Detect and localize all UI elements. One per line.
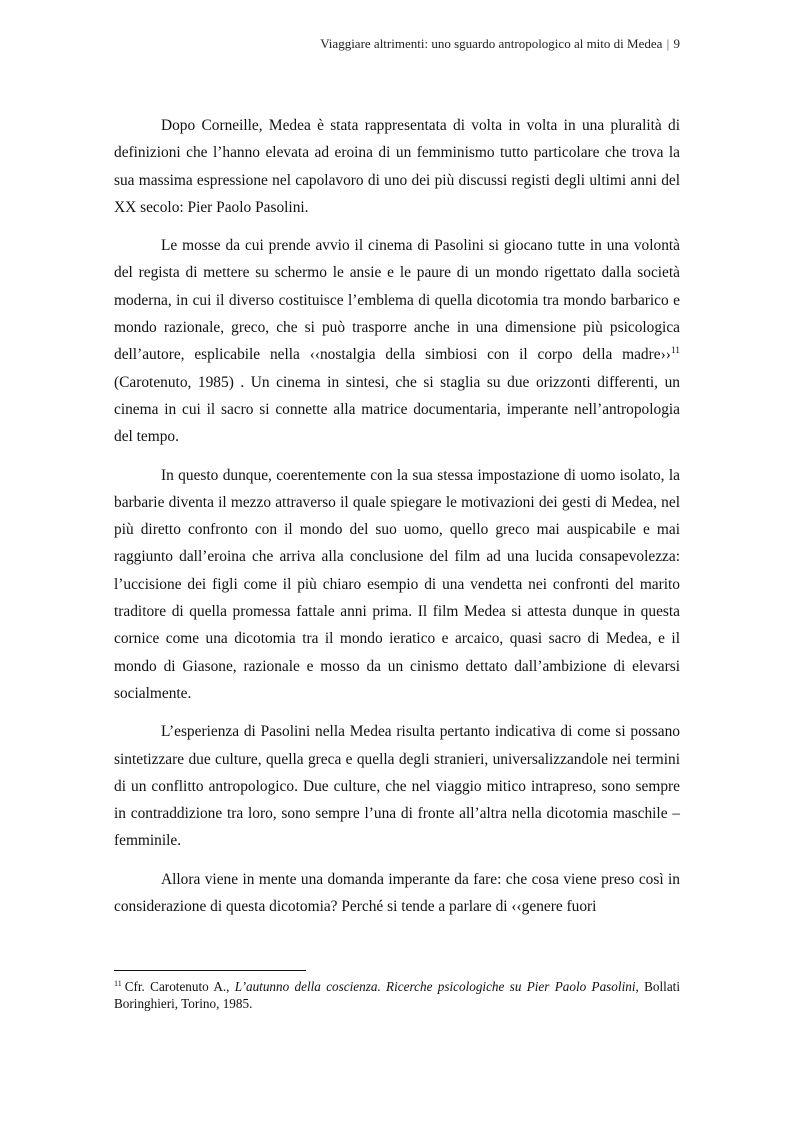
running-header-separator: | bbox=[666, 36, 670, 51]
paragraph-3: In questo dunque, coerentemente con la sua stessa impostazione di uomo isolato, la barbarie diventa il mezzo attraverso il quale spiegare le motivazioni dei gesti di Medea, nel più diretto confronto con il mondo del suo uomo, quello greco mai auspicabile e mai raggiunto dall’eroina che arriva alla conclusione del film ad una lucida consapevolezza: l’uccisione dei figli come il più chiaro esempio di una vendetta nei confronti del marito traditore di quella promessa fattale anni prima. Il film Medea si attesta dunque in questa cornice come una dicotomia tra il mondo ieratico e arcaico, quasi sacro di Medea, e il mondo di Giasone, razionale e mosso da un cinismo dettato dall’ambizione di elevarsi socialmente. bbox=[114, 466, 680, 702]
paragraph-4: L’esperienza di Pasolini nella Medea risulta pertanto indicativa di come si possano sintetizzare due culture, quella greca e quella degli stranieri, universalizzandole nei termini di un conflitto antropologico. Due culture, che nel viaggio mitico intrapreso, sono sempre in contraddizione tra loro, sono sempre l’una di fronte all’altra nella dicotomia maschile – femminile. bbox=[114, 723, 680, 850]
footnote-reference[interactable]: 11 bbox=[670, 346, 680, 357]
paragraph-2 bbox=[114, 232, 680, 450]
footnote bbox=[114, 978, 680, 1012]
body-text bbox=[114, 112, 680, 931]
running-header-title: Viaggiare altrimenti: uno sguardo antropologico al mito di Medea bbox=[320, 36, 663, 51]
footnote-number: 11 bbox=[114, 978, 122, 988]
paragraph-1: Dopo Corneille, Medea è stata rappresentata di volta in volta in una pluralità di definizioni che l’hanno elevata ad eroina di un femminismo tutto particolare che trova la sua massima espressione nel capolavoro di uno dei più discussi registi degli ultimi anni del XX secolo: Pier Paolo Pasolini. bbox=[114, 117, 680, 216]
paragraph-2-text-before: Le mosse da cui prende avvio il cinema di Pasolini si giocano tutte in una volontà del regista di mettere su schermo le ansie e le paure di un mondo rigettato dalla società moderna, in cui il diverso costituisce l’emblema di quella dicotomia tra mondo barbarico e mondo razionale, greco, che si può trasporre anche in una dimensione più psicologica dell’autore, esplicabile nella ‹‹nostalgia della simbiosi con il corpo della madre›› bbox=[114, 237, 680, 364]
page-number: 9 bbox=[673, 36, 680, 51]
footnote-book-title: L’autunno della coscienza. Ricerche psicologiche su Pier Paolo Pasolini bbox=[234, 979, 636, 994]
running-header bbox=[320, 36, 680, 52]
paragraph-2-text-after: (Carotenuto, 1985) . Un cinema in sintesi, che si staglia su due orizzonti differenti, un cinema in cui il sacro si connette alla matrice documentaria, imperante nell’antropologia del tempo. bbox=[114, 373, 680, 446]
paragraph-5: Allora viene in mente una domanda imperante da fare: che cosa viene preso così in considerazione di questa dicotomia? Perché si tende a parlare di ‹‹genere fuori bbox=[114, 870, 680, 916]
footnote-divider bbox=[114, 970, 306, 971]
footnote-prefix: Cfr. Carotenuto A., bbox=[124, 979, 235, 994]
footnote-suffix: , Bollati Boringhieri, Torino, 1985. bbox=[114, 979, 680, 1011]
